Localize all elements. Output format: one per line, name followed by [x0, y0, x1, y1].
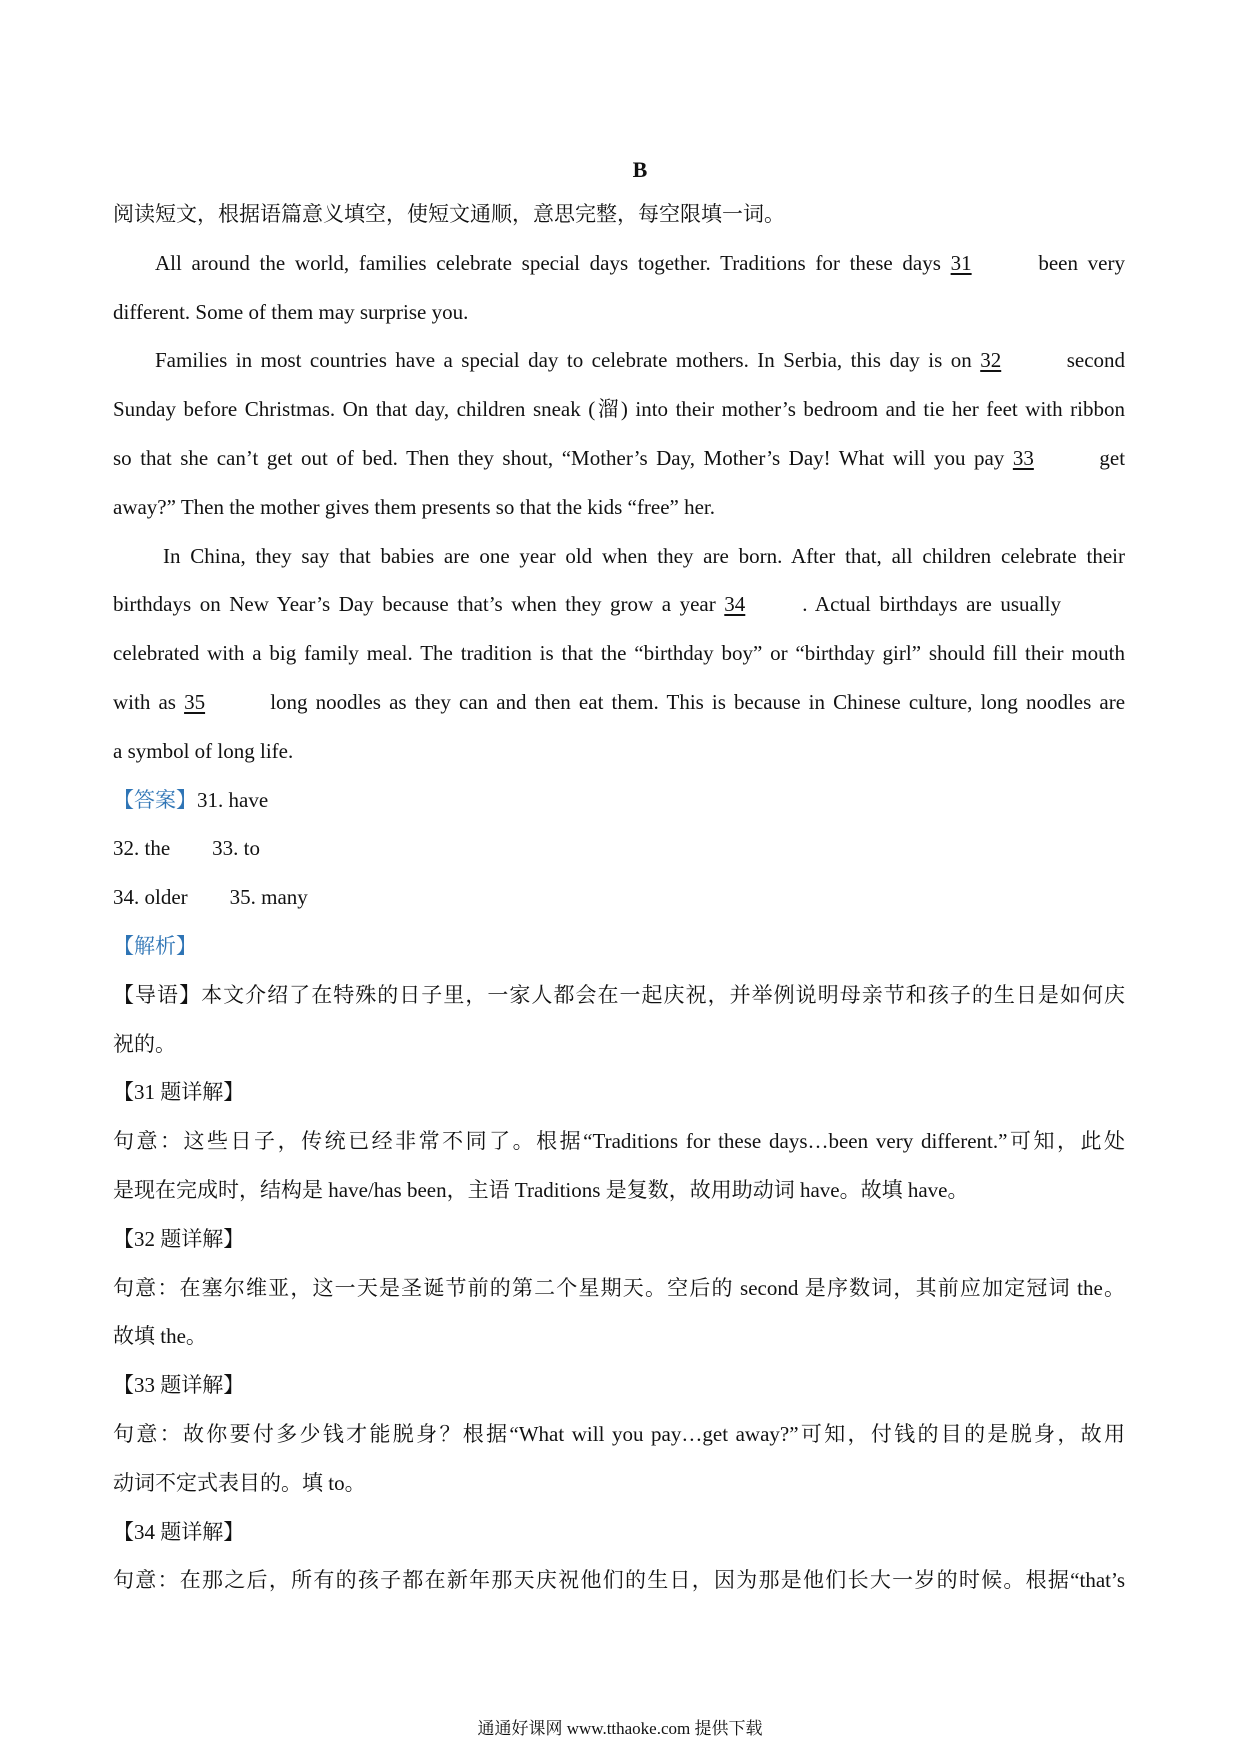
detail-text-33: 句意：故你要付多少钱才能脱身？根据“What will you pay…get away?”可知，付钱的目的是脱身，故用: [113, 1421, 1125, 1446]
answer-tag: 【答案】: [113, 787, 197, 812]
detail-heading-34: 【34 题详解】: [113, 1519, 245, 1544]
passage-text: Families in most countries have a special day to celebrate mothers. In Serbia, this day is on: [155, 348, 972, 373]
passage-text: get: [1099, 445, 1126, 470]
detail-heading-33: 【33 题详解】: [113, 1373, 245, 1398]
section-title: B: [632, 157, 648, 182]
answer-line: [113, 785, 1125, 834]
passage-line: Sunday before Christmas. On that day, children sneak (溜) into their mother’s bedroom and tie her feet with ribbon: [113, 397, 1125, 422]
passage-text: birthdays on New Year’s Day because that’s when they grow a year: [113, 592, 716, 617]
answer-32: 32. the: [113, 836, 171, 861]
passage-line: In China, they say that babies are one year old when they are born. After that, all children celebrate their: [163, 543, 1125, 568]
answer-line: [113, 833, 1125, 882]
passage-text: long noodles as they can and then eat them. This is because in Chinese culture, long noodles are: [270, 689, 1126, 714]
analysis-intro: 【导语】本文介绍了在特殊的日子里，一家人都会在一起庆祝，并举例说明母亲节和孩子的生日是如何庆: [113, 982, 1125, 1007]
passage-line: away?” Then the mother gives them presents so that the kids “free” her.: [113, 494, 715, 519]
document-body: [113, 199, 1125, 1614]
blank-32: 32: [980, 348, 1002, 373]
analysis-intro: 祝的。: [113, 1031, 176, 1056]
analysis-tag: 【解析】: [113, 933, 197, 958]
passage-text: with as: [113, 689, 176, 714]
answer-35: 35. many: [229, 885, 308, 910]
page-footer: 通通好课网 www.tthaoke.com 提供下载: [477, 1719, 763, 1738]
detail-text-32: 句意：在塞尔维亚，这一天是圣诞节前的第二个星期天。空后的 second 是序数词，其前应加定冠词 the。: [113, 1275, 1125, 1300]
analysis-line: [113, 931, 1125, 980]
detail-text-31: 是现在完成时，结构是 have/has been，主语 Traditions 是复数，故用助动词 have。故填 have。: [113, 1177, 969, 1202]
instruction-text: 阅读短文，根据语篇意义填空，使短文通顺，意思完整，每空限填一词。: [113, 202, 785, 226]
detail-text-33: 动词不定式表目的。填 to。: [113, 1470, 366, 1495]
blank-34: 34: [724, 592, 746, 617]
passage-text: second: [1066, 348, 1126, 373]
passage-line: [113, 345, 1125, 394]
detail-heading-32: 【32 题详解】: [113, 1226, 245, 1251]
answer-33: 33. to: [212, 836, 260, 861]
passage-line: celebrated with a big family meal. The tradition is that the “birthday boy” or “birthday girl” should fill their mouth: [113, 641, 1125, 666]
detail-text-31: 句意：这些日子，传统已经非常不同了。根据“Traditions for these days…been very different.”可知，此处: [113, 1129, 1125, 1154]
blank-35: 35: [184, 689, 206, 714]
passage-line: a symbol of long life.: [113, 738, 294, 763]
passage-text: All around the world, families celebrate special days together. Traditions for these days: [155, 250, 941, 275]
passage-line: [113, 248, 1125, 297]
blank-33: 33: [1012, 445, 1034, 470]
answer-line: [113, 882, 1125, 931]
detail-heading-31: 【31 题详解】: [113, 1080, 245, 1105]
detail-text-32: 故填 the。: [113, 1324, 207, 1349]
passage-text: been very: [1038, 250, 1125, 275]
blank-31: 31: [950, 250, 972, 275]
passage-line: different. Some of them may surprise you.: [113, 299, 469, 324]
passage-text: so that she can’t get out of bed. Then they shout, “Mother’s Day, Mother’s Day! What will you pay: [113, 445, 1005, 470]
detail-text-34: 句意：在那之后，所有的孩子都在新年那天庆祝他们的生日，因为那是他们长大一岁的时候。根据“that’s: [113, 1568, 1125, 1593]
answer-31: 31. have: [197, 787, 269, 812]
passage-line: [113, 589, 1125, 638]
passage-line: [113, 443, 1125, 492]
passage-text: . Actual birthdays are usually: [802, 592, 1061, 617]
answer-34: 34. older: [113, 885, 188, 910]
passage-line: [113, 687, 1125, 736]
